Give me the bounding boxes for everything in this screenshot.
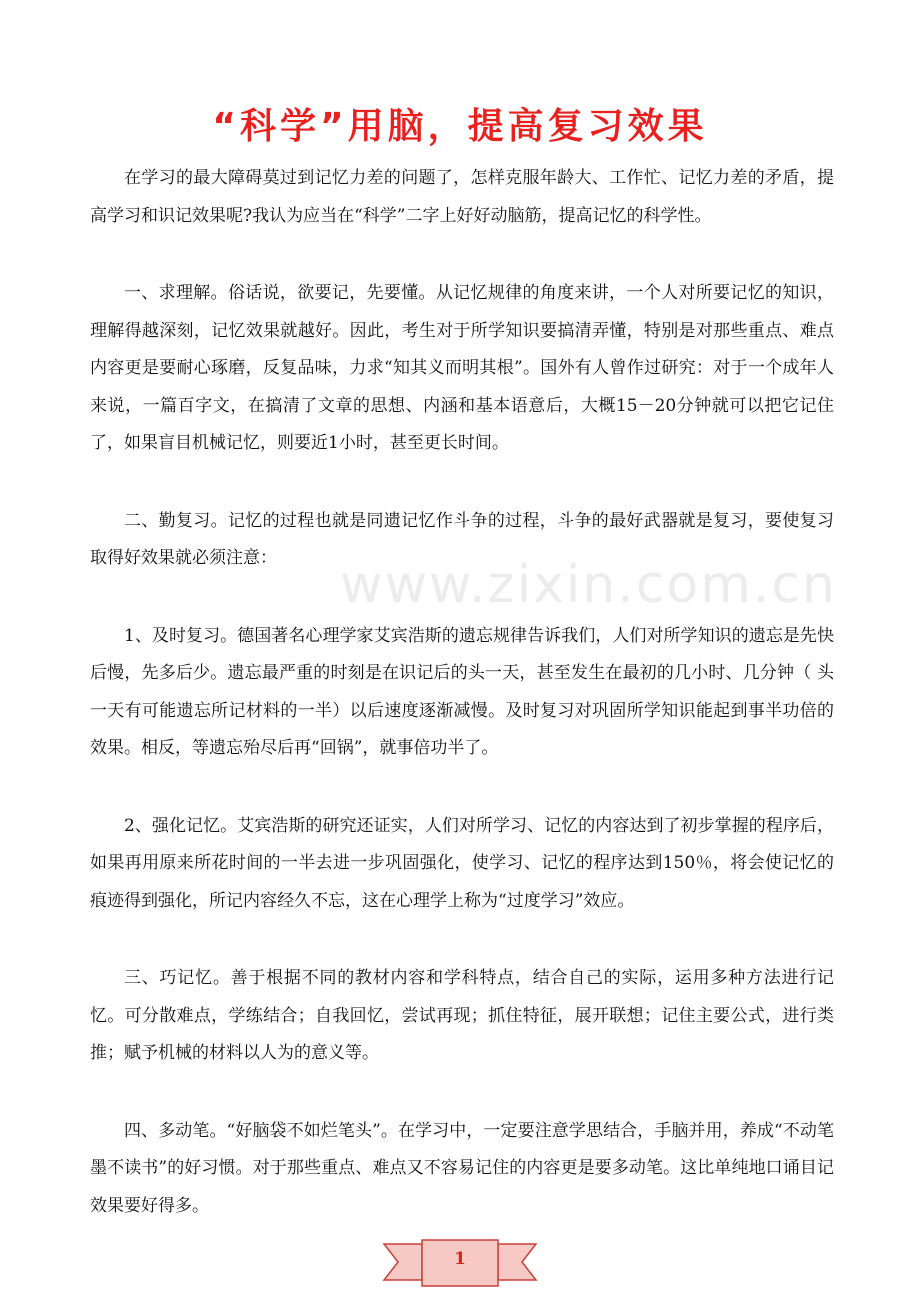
paragraph-write-more: 四、多动笔。“好脑袋不如烂笔头”。在学习中，一定要注意学思结合，手脑并用，养成“不动笔墨不读书”的好习惯。对于那些重点、难点又不容易记住的内容更是要多动笔。这比单纯地口诵目记效果要好得多。 xyxy=(90,1120,834,1216)
watermark: www.zixin.com.cn xyxy=(340,555,837,615)
document-body xyxy=(90,160,834,1225)
paragraph-clever-memory: 三、巧记忆。善于根据不同的教材内容和学科特点，结合自己的实际，运用多种方法进行记忆。可分散难点，学练结合；自我回忆，尝试再现；抓住特征，展开联想；记住主要公式，进行类推；赋予机械的材料以人为的意义等。 xyxy=(90,968,834,1063)
page-number: 1 xyxy=(454,1249,466,1269)
document-title: “科学”用脑，提高复习效果 xyxy=(212,106,708,147)
paragraph-reinforce-memory: 2、强化记忆。艾宾浩斯的研究还证实，人们对所学习、记忆的内容达到了初步掌握的程序后，如果再用原来所花时间的一半去进一步巩固强化，使学习、记忆的程序达到150％，将会使记忆的痕迹得到强化，所记内容经久不忘，这在心理学上称为“过度学习”效应。 xyxy=(90,815,834,911)
paragraph-intro: 在学习的最大障碍莫过到记忆力差的问题了，怎样克服年龄大、工作忙、记忆力差的矛盾，提高学习和识记效果呢?我认为应当在“科学”二字上好好动脑筋，提高记忆的科学性。 xyxy=(90,168,834,226)
paragraph-review: 二、勤复习。记忆的过程也就是同遗记忆作斗争的过程，斗争的最好武器就是复习，要使复习取得好效果就必须注意： xyxy=(90,510,834,568)
paragraph-understanding: 一、求理解。俗话说，欲要记，先要懂。从记忆规律的角度来讲，一个人对所要记忆的知识，理解得越深刻，记忆效果就越好。因此，考生对于所学知识要搞清弄懂，特别是对那些重点、难点内容更是要耐心琢磨，反复品味，力求“知其义而明其根”。国外有人曾作过研究：对于一个成年人来说，一篇百字文，在搞清了文章的思想、内涵和基本语意后，大概15－20分钟就可以把它记住了，如果盲目机械记忆，则要近1小时，甚至更长时间。 xyxy=(90,283,834,453)
paragraph-timely-review: 1、及时复习。德国著名心理学家艾宾浩斯的遗忘规律告诉我们，人们对所学知识的遗忘是先快后慢，先多后少。遗忘最严重的时刻是在识记后的头一天，甚至发生在最初的几小时、几分钟（ 头一天有可能遗忘所记材料的一半）以后速度逐渐减慢。及时复习对巩固所学知识能起到事半功倍的效果。相反，等遗忘殆尽后再“回锅”，就事倍功半了。 xyxy=(90,625,834,758)
page-footer xyxy=(382,1236,538,1292)
